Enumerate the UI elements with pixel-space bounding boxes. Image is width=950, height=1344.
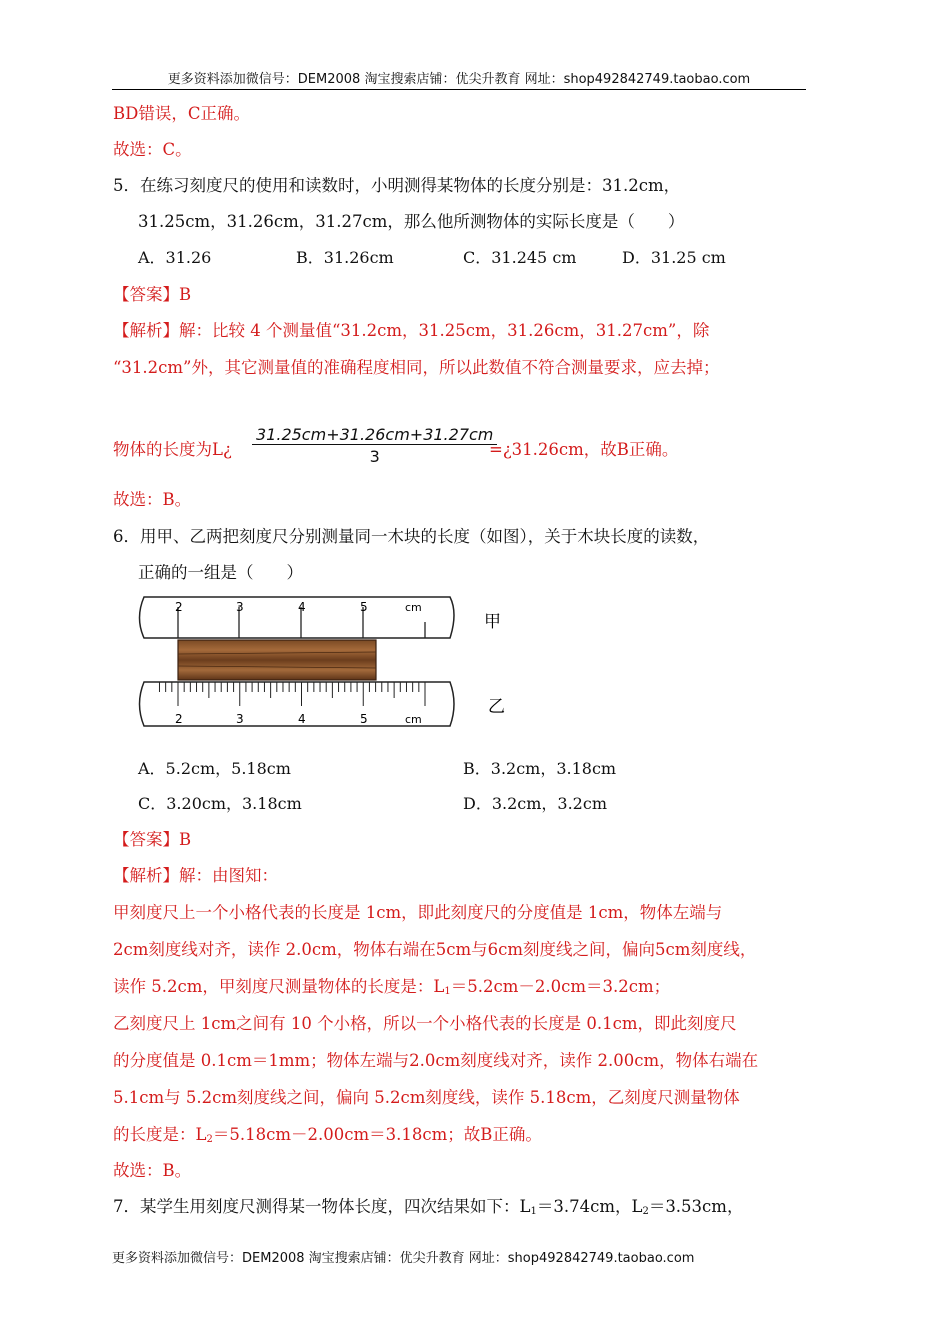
q6-analysis-line4: 乙刻度尺上 1cm之间有 10 个小格，所以一个小格代表的长度是 0.1cm，即此刻度尺 [113, 1014, 737, 1033]
ruler-figure [132, 592, 512, 732]
q5-option-b: B．31.26cm [296, 248, 394, 267]
prev-choice: 故选：C。 [113, 140, 192, 159]
ruler-yi-label-5: 5 [360, 712, 368, 726]
ruler-jia-name: 甲 [484, 612, 501, 632]
q6-option-d: D．3.2cm，3.2cm [463, 794, 607, 813]
q5-option-c: C．31.245 cm [463, 248, 577, 267]
ruler-jia-unit: cm [405, 601, 422, 614]
ruler-jia-label-4: 4 [298, 600, 306, 614]
ruler-jia-label-5: 5 [360, 600, 368, 614]
q5-formula-suffix: =¿31.26cm，故B正确。 [489, 440, 679, 459]
q6-analysis-line1: 甲刻度尺上一个小格代表的长度是 1cm，即此刻度尺的分度值是 1cm，物体左端与 [113, 903, 723, 922]
ruler-yi-label-4: 4 [298, 712, 306, 726]
ruler-jia-label-2: 2 [175, 600, 183, 614]
ruler-yi-label-2: 2 [175, 712, 183, 726]
q6-analysis-line2: 2cm刻度线对齐，读作 2.0cm，物体右端在5cm与6cm刻度线之间，偏向5cm刻度线， [113, 940, 757, 959]
q6-stem-line2: 正确的一组是（ ） [138, 563, 303, 582]
q6-analysis-line7: 的长度是：$L_2=5.18cm-2.00cm=3.18cm$；故B正确。 [113, 1125, 542, 1145]
q5-formula-prefix: 物体的长度为L¿ [113, 440, 232, 459]
q5-option-d: D．31.25 cm [622, 248, 726, 267]
q5-stem-line1: 5．在练习刻度尺的使用和读数时，小明测得某物体的长度分别是：31.2cm， [113, 176, 681, 195]
q5-answer: 【答案】B [113, 285, 192, 304]
q5-formula-denominator: 3 [369, 447, 380, 466]
q5-formula-fraction [252, 425, 497, 466]
q6-option-b: B．3.2cm，3.18cm [463, 759, 617, 778]
page-header: 更多资料添加微信号：DEM2008 淘宝搜索店铺：优尖升教育 网址：shop492842749.taobao.com [112, 68, 806, 90]
q5-option-a: A．31.26 [138, 248, 212, 267]
q6-analysis-line5: 的分度值是 0.1cm＝1mm；物体左端与2.0cm刻度线对齐，读作 2.00cm，物体右端在 [113, 1051, 759, 1070]
q7-stem-line1: 7．某学生用刻度尺测得某一物体长度，四次结果如下：$L_1=3.74cm$，$L_2=3.53cm$， [113, 1197, 744, 1217]
wood-block [178, 640, 376, 680]
q5-choice: 故选：B。 [113, 490, 192, 509]
q6-analysis-line6: 5.1cm与 5.2cm刻度线之间，偏向 5.2cm刻度线，读作 5.18cm，乙刻度尺测量物体 [113, 1088, 740, 1107]
q5-stem-line2: 31.25cm，31.26cm，31.27cm，那么他所测物体的实际长度是（ ） [138, 212, 685, 231]
q6-option-a: A．5.2cm，5.18cm [138, 759, 291, 778]
ruler-yi-unit: cm [405, 713, 422, 726]
q6-answer: 【答案】B [113, 830, 192, 849]
q5-analysis-line2: “31.2cm”外，其它测量值的准确程度相同，所以此数值不符合测量要求，应去掉； [113, 358, 720, 377]
prev-analysis-line: BD错误，C正确。 [113, 104, 250, 123]
q6-analysis-head: 【解析】解：由图知： [113, 866, 278, 885]
q6-analysis-line3: 读作 5.2cm，甲刻度尺测量物体的长度是：$L_1=5.2cm-2.0cm=3.2cm$； [113, 977, 671, 997]
ruler-yi-name: 乙 [488, 697, 505, 717]
q6-option-c: C．3.20cm，3.18cm [138, 794, 302, 813]
page-footer: 更多资料添加微信号：DEM2008 淘宝搜索店铺：优尖升教育 网址：shop492842749.taobao.com [112, 1251, 695, 1266]
q6-stem-line1: 6．用甲、乙两把刻度尺分别测量同一木块的长度（如图），关于木块长度的读数， [113, 527, 710, 546]
ruler-jia-label-3: 3 [236, 600, 244, 614]
q5-formula-numerator: 31.25cm+31.26cm+31.27cm [252, 425, 497, 445]
q5-analysis-line1: 【解析】解：比较 4 个测量值“31.2cm，31.25cm，31.26cm，31.27cm”，除 [113, 321, 710, 340]
ruler-yi-label-3: 3 [236, 712, 244, 726]
q6-choice: 故选：B。 [113, 1161, 192, 1180]
